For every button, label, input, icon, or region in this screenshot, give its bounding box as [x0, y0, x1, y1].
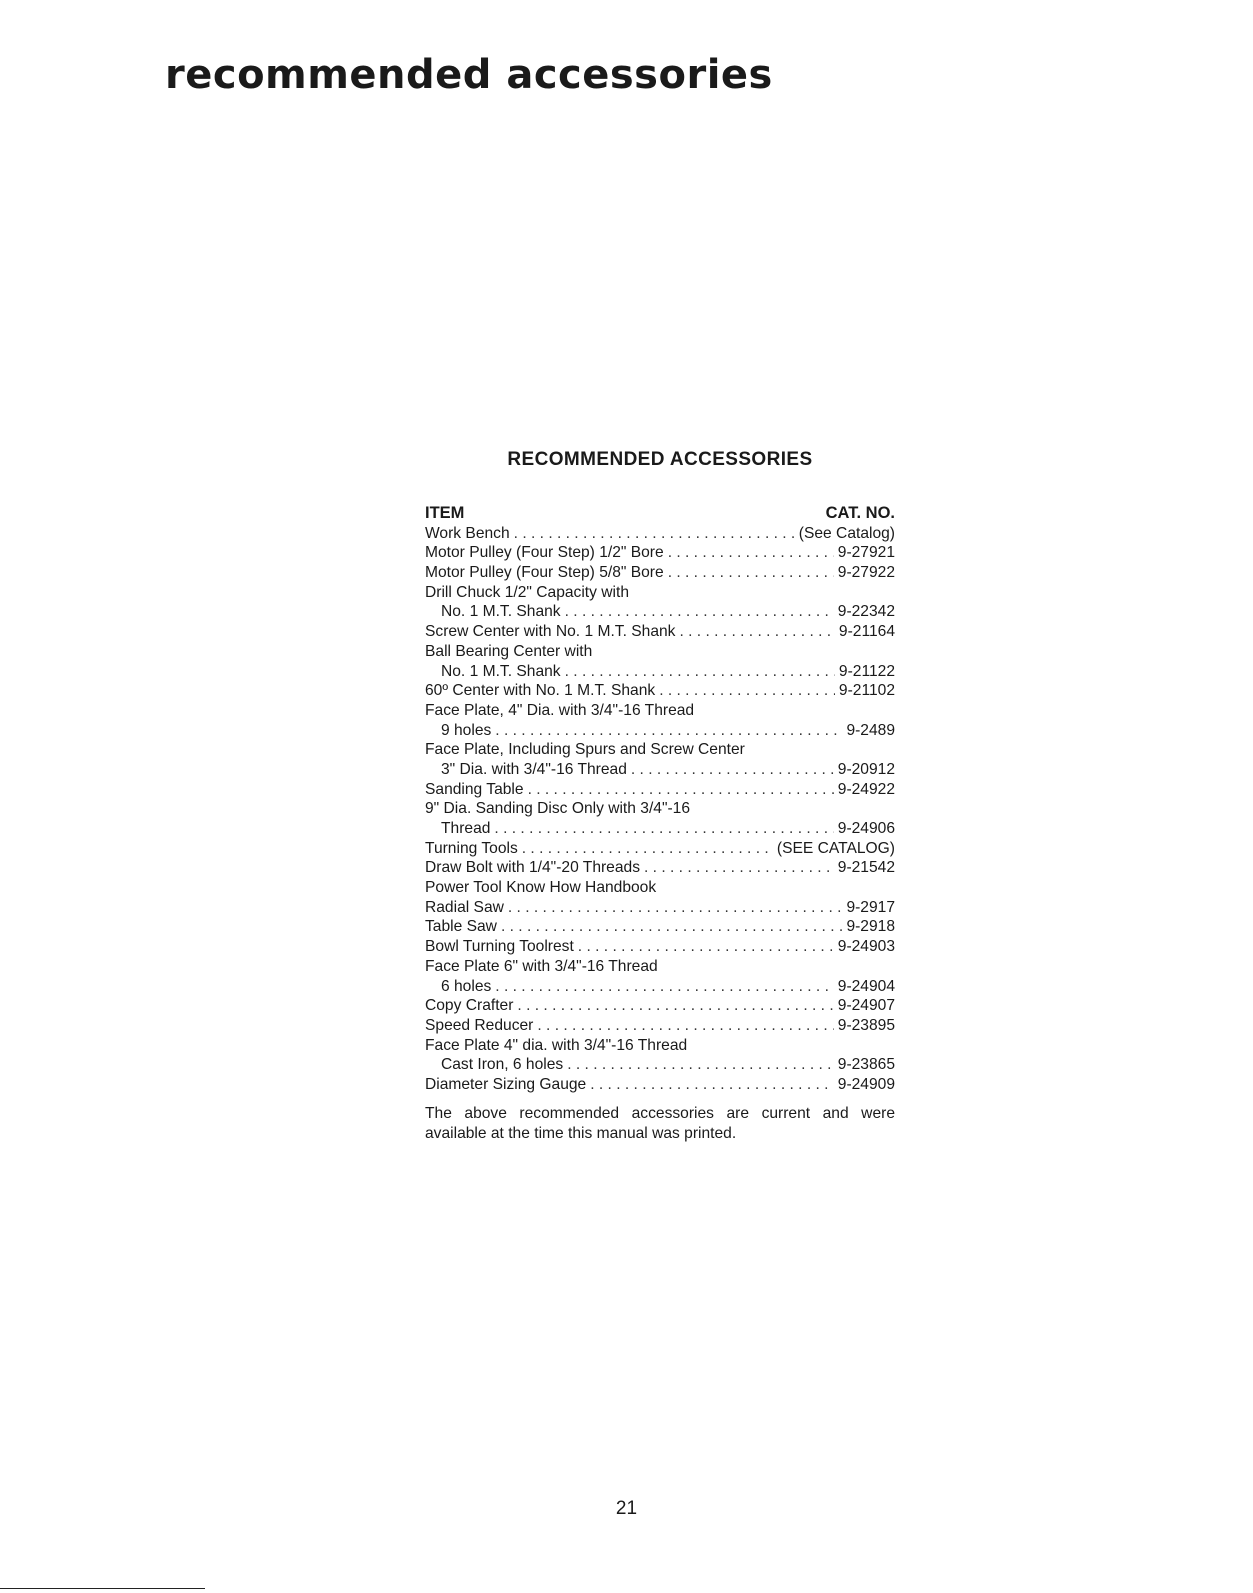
row-item-name: Cast Iron, 6 holes — [441, 1056, 564, 1074]
table-row — [425, 701, 895, 721]
row-item-name: Thread — [441, 820, 491, 837]
dot-leader — [659, 681, 835, 701]
table-row — [425, 1075, 895, 1095]
row-item-name: Draw Bolt with 1/4"-20 Threads — [425, 859, 640, 877]
scan-edge-line — [0, 1588, 205, 1589]
dot-leader — [495, 721, 842, 741]
row-item-name: Work Bench — [425, 524, 510, 542]
table-row — [425, 622, 895, 642]
table-row — [425, 740, 895, 760]
row-item-name: Power Tool Know How Handbook — [425, 879, 657, 897]
table-body — [425, 524, 895, 1095]
row-cat-no: 9-23895 — [837, 1016, 895, 1034]
row-cat-no: 9-20912 — [837, 760, 895, 778]
row-item-name: Radial Saw — [425, 898, 504, 916]
dot-leader — [565, 662, 835, 682]
row-item-name: Bowl Turning Toolrest — [425, 938, 574, 956]
row-cat-no: 9-23865 — [837, 1056, 895, 1074]
row-item-name: Sanding Table — [425, 780, 524, 798]
dot-leader — [528, 780, 834, 800]
accessories-table — [425, 504, 895, 1095]
table-row — [425, 839, 895, 859]
row-cat-no: 9-24922 — [837, 780, 895, 798]
page-heading: recommended accessories — [165, 52, 773, 98]
row-cat-no: 9-2918 — [846, 918, 895, 936]
table-row — [425, 1036, 895, 1056]
table-row — [425, 898, 895, 918]
table-row — [425, 799, 895, 819]
dot-leader — [514, 524, 795, 544]
table-row — [425, 1055, 895, 1075]
row-item-name: Motor Pulley (Four Step) 5/8" Bore — [425, 564, 664, 582]
row-cat-no: 9-21122 — [838, 662, 895, 680]
dot-leader — [501, 917, 842, 937]
row-item-name: No. 1 M.T. Shank — [441, 603, 561, 621]
row-cat-no: 9-24906 — [837, 820, 895, 837]
row-cat-no: 9-24909 — [837, 1075, 895, 1093]
row-item-name: Ball Bearing Center with — [425, 642, 593, 660]
table-row — [425, 878, 895, 898]
table-row — [425, 524, 895, 544]
row-item-name: Face Plate 4" dia. with 3/4"-16 Thread — [425, 1036, 688, 1054]
row-cat-no: 9-27921 — [837, 544, 895, 562]
dot-leader — [590, 1075, 834, 1095]
row-item-name: 9 holes — [441, 721, 492, 739]
table-row — [425, 780, 895, 800]
dot-leader — [668, 563, 834, 583]
row-cat-no: (SEE CATALOG) — [776, 839, 895, 857]
row-item-name: Table Saw — [425, 918, 497, 936]
row-item-name: Copy Crafter — [425, 997, 514, 1015]
table-row — [425, 721, 895, 741]
table-header — [425, 504, 895, 524]
dot-leader — [522, 839, 773, 859]
table-row — [425, 563, 895, 583]
row-cat-no: 9-21102 — [838, 682, 895, 700]
row-item-name: 60º Center with No. 1 M.T. Shank — [425, 682, 656, 700]
row-cat-no: 9-24904 — [837, 977, 895, 995]
dot-leader — [495, 977, 833, 997]
row-cat-no: 9-2917 — [846, 898, 895, 916]
page-number: 21 — [615, 1498, 638, 1519]
dot-leader — [644, 858, 834, 878]
table-row — [425, 957, 895, 977]
row-item-name: Drill Chuck 1/2" Capacity with — [425, 583, 629, 601]
table-row — [425, 1016, 895, 1036]
table-row — [425, 917, 895, 937]
table-row — [425, 602, 895, 622]
dot-leader — [668, 543, 834, 563]
table-row — [425, 543, 895, 563]
row-cat-no: 9-21542 — [837, 859, 895, 877]
table-row — [425, 681, 895, 701]
row-item-name: 3" Dia. with 3/4"-16 Thread — [441, 760, 627, 778]
dot-leader — [537, 1016, 833, 1036]
row-item-name: 9" Dia. Sanding Disc Only with 3/4"-16 — [425, 800, 691, 818]
section-title: RECOMMENDED ACCESSORIES — [507, 449, 813, 470]
table-row — [425, 662, 895, 682]
dot-leader — [578, 937, 834, 957]
row-item-name: 6 holes — [441, 977, 492, 995]
table-row — [425, 977, 895, 997]
row-cat-no: 9-21164 — [838, 623, 895, 641]
row-cat-no: 9-2489 — [846, 721, 895, 739]
dot-leader — [631, 760, 834, 780]
row-cat-no: 9-24903 — [837, 938, 895, 956]
row-item-name: Speed Reducer — [425, 1016, 534, 1034]
dot-leader — [679, 622, 834, 642]
column-header-item: ITEM — [425, 504, 465, 522]
table-row — [425, 583, 895, 603]
footnote: The above recommended accessories are current and were available at the time this manual was printed. — [425, 1105, 895, 1142]
dot-leader — [565, 602, 834, 622]
row-cat-no: 9-27922 — [837, 564, 895, 582]
table-row — [425, 996, 895, 1016]
row-item-name: Face Plate 6" with 3/4"-16 Thread — [425, 957, 658, 975]
row-item-name: Motor Pulley (Four Step) 1/2" Bore — [425, 544, 664, 562]
row-item-name: Screw Center with No. 1 M.T. Shank — [425, 623, 676, 641]
table-row — [425, 760, 895, 780]
dot-leader — [494, 819, 833, 839]
dot-leader — [567, 1055, 834, 1075]
table-row — [425, 819, 895, 839]
dot-leader — [517, 996, 833, 1016]
row-item-name: Diameter Sizing Gauge — [425, 1075, 587, 1093]
column-header-cat-no: CAT. NO. — [825, 504, 895, 522]
row-item-name: Face Plate, Including Spurs and Screw Center — [425, 741, 745, 759]
row-item-name: Turning Tools — [425, 839, 518, 857]
table-row — [425, 937, 895, 957]
row-cat-no: 9-22342 — [837, 603, 895, 621]
row-cat-no: 9-24907 — [837, 997, 895, 1015]
table-row — [425, 642, 895, 662]
table-row — [425, 858, 895, 878]
dot-leader — [508, 898, 843, 918]
row-cat-no: (See Catalog) — [798, 524, 895, 542]
row-item-name: No. 1 M.T. Shank — [441, 662, 561, 680]
row-item-name: Face Plate, 4" Dia. with 3/4"-16 Thread — [425, 701, 695, 719]
